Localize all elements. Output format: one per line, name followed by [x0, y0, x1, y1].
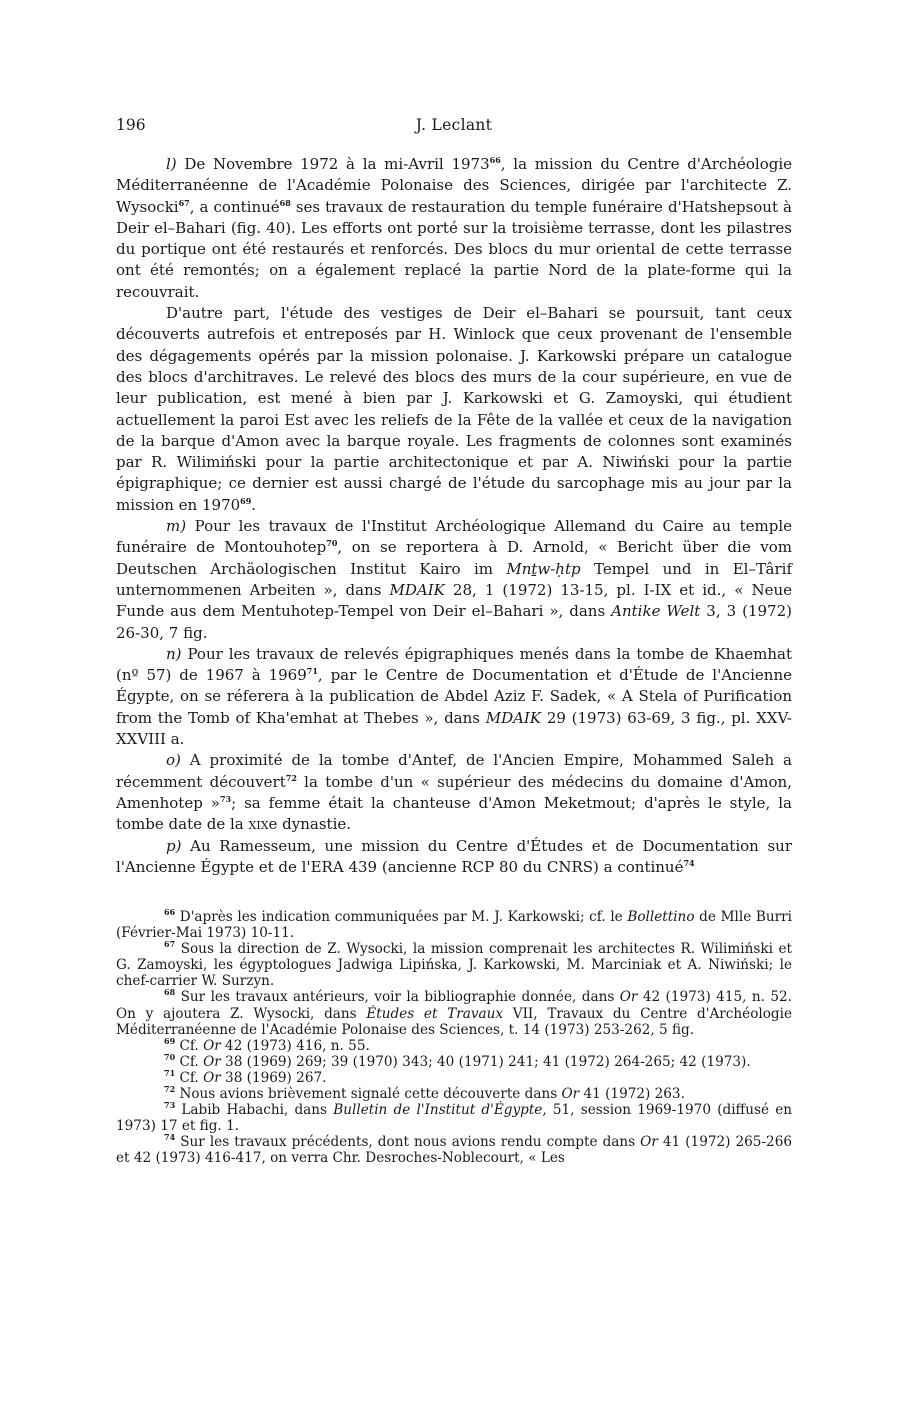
page-number: 196: [116, 116, 146, 134]
footnote-ref: 74: [683, 857, 695, 868]
footnote-72: $^{72}$ Nous avions brièvement signalé cette découverte dans Or 41 (1972) 263.: [164, 1084, 685, 1103]
section-marker: o): [166, 751, 181, 770]
footnote-67: $^{67}$ Sous la direction de Z. Wysocki, la mission comprenait les architectes R. Wilimiński et G. Zamoyski, les égyptologues Jadwiga Lipińska, J. Karkowski, M. Marciniak et A. Niwiński; le chef-carrier W. Surzyn.: [116, 939, 792, 990]
footnote-ref: 71: [306, 666, 318, 677]
footnote-ref: 66: [489, 155, 501, 165]
footnote-ref: 72: [285, 772, 297, 783]
footnote-66: $^{66}$ D'après les indication communiquées par M. J. Karkowski; cf. le Bollettino de Mlle Burri (Février-Mai 1973) 10-11.: [116, 907, 792, 942]
section-marker: p): [166, 836, 182, 855]
footnote-70: $^{70}$ Cf. Or 38 (1969) 269; 39 (1970) 343; 40 (1971) 241; 41 (1972) 264-265; 42 (1973).: [164, 1051, 751, 1070]
running-head: J. Leclant: [415, 116, 493, 134]
section-marker: m): [166, 517, 187, 536]
footnote-ref: 73: [219, 793, 232, 804]
footnote-ref: 68: [279, 197, 291, 208]
paragraph-l: l) De Novembre 1972 à la mi-Avril 1973$^{66}$, la mission du Centre d'Archéologie Méditerranéenne de l'Académie Polonaise des Sciences, dirigée par l'architecte Z. Wysocki$^{67}$, a continué$^{68}$ ses travaux de restauration du temple funéraire d'Hatshepsout à Deir el–Bahari (fig. 40). Les efforts ont porté sur la troisième terrasse, dont les pilastres du portique ont été restaurés et renforcés. Des blocs du mur oriental de cette terrasse ont été remontés; on a également replacé la partie Nord de la plate-forme qui la recouvrait.: [116, 155, 792, 301]
body-text: [116, 154, 792, 878]
section-marker: l): [166, 155, 177, 173]
footnote-73: $^{73}$ Labib Habachi, dans Bulletin de l'Institut d'Égypte, 51, session 1969-1970 (diffusé en 1973) 17 et fig. 1.: [116, 1100, 793, 1135]
paragraph-m: m) Pour les travaux de l'Institut Archéologique Allemand du Caire au temple funéraire de Montouhotep$^{70}$, on se reportera à D. Arnold, « Bericht über die vom Deutschen Archäologischen Institut Kairo im Mnṯw-ḥtp Tempel und in El–Târif unternommenen Arbeiten », dans MDAIK 28, 1 (1972) 13-15, pl. I-IX et id., « Neue Funde aus dem Mentuhotep-Tempel von Deir el–Bahari », dans Antike Welt 3, 3 (1972) 26-30, 7 fig.: [116, 517, 792, 642]
footnote-68: $^{68}$ Sur les travaux antérieurs, voir la bibliographie donnée, dans Or 42 (1973) 415, n. 52. On y ajoutera Z. Wysocki, dans Études et Travaux VII, Travaux du Centre d'Archéologie Méditerranéenne de l'Académie Polonaise des Sciences, t. 14 (1973) 253-262, 5 fig.: [116, 987, 793, 1038]
footnote-ref: 67: [178, 197, 190, 208]
section-marker: n): [166, 644, 182, 663]
footnote-74: $^{74}$ Sur les travaux précédents, dont nous avions rendu compte dans Or 41 (1972) 265-266 et 42 (1973) 416-417, on verra Chr. Desroches-Noblecourt, « Les: [116, 1132, 792, 1167]
footnote-ref: 69: [240, 495, 252, 506]
paragraph-p: p) Au Ramesseum, une mission du Centre d'Études et de Documentation sur l'Ancienne Égypte et de l'ERA 439 (ancienne RCP 80 du CNRS) a continué$^{74}$: [116, 836, 792, 876]
paragraph-n: n) Pour les travaux de relevés épigraphiques menés dans la tombe de Khaemhat (nº 57) de 1967 à 1969$^{71}$, par le Centre de Documentation et d'Étude de l'Ancienne Égypte, on se réferera à la publication de Abdel Aziz F. Sadek, « A Stela of Purification from the Tomb of Kha'emhat at Thebes », dans MDAIK 29 (1973) 63-69, 3 fig., pl. XXV-XXVIII a.: [116, 644, 792, 749]
footnote-69: $^{69}$ Cf. Or 42 (1973) 416, n. 55.: [164, 1035, 370, 1054]
footnotes: [116, 909, 792, 1167]
paragraph-o: o) A proximité de la tombe d'Antef, de l'Ancien Empire, Mohammed Saleh a récemment découvert$^{72}$ la tombe d'un « supérieur des médecins du domaine d'Amon, Amenhotep »$^{73}$; sa femme était la chanteuse d'Amon Meketmout; d'après le style, la tombe date de la xixe dynastie.: [116, 751, 792, 834]
footnote-ref: 70: [326, 538, 338, 549]
paragraph-deir-el-bahari: D'autre part, l'étude des vestiges de Deir el–Bahari se poursuit, tant ceux découverts autrefois et entreposés par H. Winlock que ceux provenant de l'ensemble des dégagements opérés par la mission polonaise. J. Karkowski prépare un catalogue des blocs d'architraves. Le relevé des blocs des murs de la cour supérieure, en vue de leur publication, est mené à bien par J. Karkowski et G. Zamoyski, qui étudient actuellement la paroi Est avec les reliefs de la Fête de la vallée et ceux de la navigation de la barque d'Amon avec la barque royale. Les fragments de colonnes sont examinés par R. Wilimiński pour la partie architectonique et par A. Niwiński pour la partie épigraphique; ce dernier est aussi chargé de l'étude du sarcophage mis au jour par la mission en 1970$^{69}$.: [116, 304, 792, 514]
footnote-71: $^{71}$ Cf. Or 38 (1969) 267.: [164, 1067, 327, 1086]
page-header: [116, 116, 792, 140]
